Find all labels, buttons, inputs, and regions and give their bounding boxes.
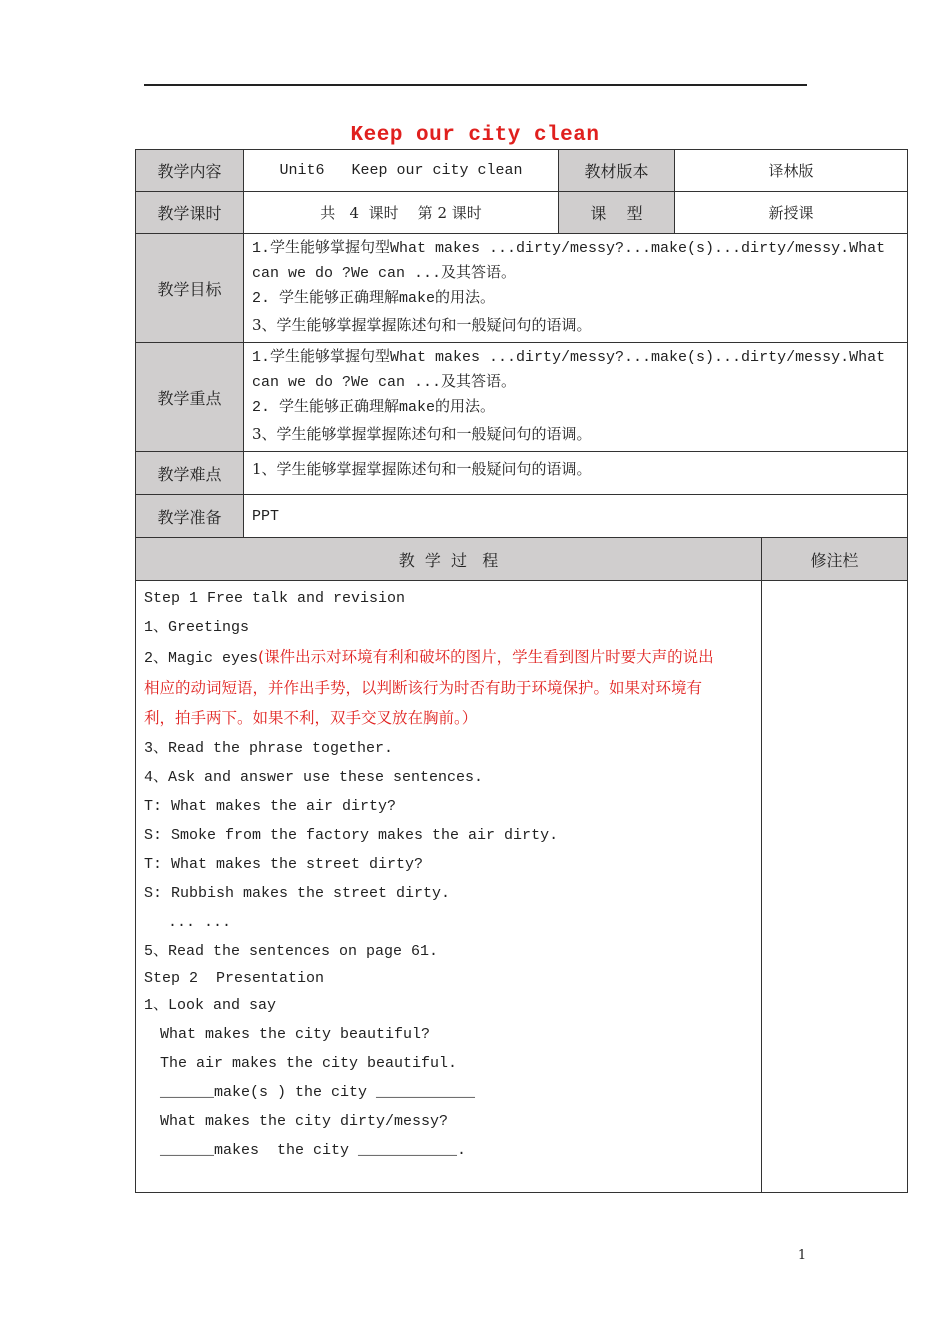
edition-label: 教材版本 [559,150,675,192]
process-line: 5、Read the sentences on page 61. [144,942,439,960]
objectives-label: 教学目标 [136,234,244,343]
teacher-note: 利，拍手两下。如果不利，双手交叉放在胸前。） [144,709,478,727]
process-line: Step 2 Presentation [144,969,325,987]
key-points-line: can we do ?We can ...及其答语。 [252,374,517,391]
table-row [136,581,908,1193]
header-rule [144,84,807,86]
process-line-text: 2、Magic eyes [144,650,259,667]
objectives-line: can we do ?We can ...及其答语。 [252,265,517,282]
table-row [136,452,908,495]
preparation-value: PPT [244,495,908,538]
teacher-note: 相应的动词短语，并作出手势，以判断该行为时否有助于环境保护。如果对环境有 [144,678,703,697]
process-line: ... ... [168,913,232,931]
difficulties-label: 教学难点 [136,452,244,495]
table-row [136,343,908,452]
process-line: 1、Greetings [144,619,250,636]
edition-value: 译林版 [675,150,908,192]
content-label: 教学内容 [136,150,244,192]
page-number: 1 [797,1248,807,1263]
content-value: Unit6 Keep our city clean [244,150,559,192]
process-line [144,642,753,673]
process-line: T: What makes the air dirty? [144,797,397,815]
table-row [136,495,908,538]
process-line: 4、Ask and answer use these sentences. [144,768,484,786]
key-points-line: 1.学生能够掌握句型What makes ...dirty/messy?...make(s)...dirty/messy.What [252,349,886,366]
notes-header: 修注栏 [762,538,908,581]
document-title: Keep our city clean [350,124,600,147]
process-line: ______make(s ) the city ___________ [160,1083,476,1101]
objectives-line: 3、学生能够掌握掌握陈述句和一般疑问句的语调。 [252,316,592,334]
lesson-type-label: 课 型 [559,192,675,234]
key-points-line: 2. 学生能够正确理解make的用法。 [252,399,496,416]
objectives-line: 2. 学生能够正确理解make的用法。 [252,290,496,307]
process-line: 3、Read the phrase together. [144,739,394,757]
process-line: What makes the city beautiful? [160,1025,431,1043]
process-line: T: What makes the street dirty? [144,855,424,873]
table-row [136,234,908,343]
key-points-cell [244,343,908,452]
process-line: S: Smoke from the factory makes the air dirty. [144,826,559,844]
lesson-type-value: 新授课 [675,192,908,234]
key-points-line: 3、学生能够掌握掌握陈述句和一般疑问句的语调。 [252,425,592,443]
notes-column [762,581,908,1193]
teaching-process-table [135,537,908,1193]
process-line: 1、Look and say [144,996,277,1014]
lesson-info-table [135,149,908,538]
periods-label: 教学课时 [136,192,244,234]
objectives-line: 1.学生能够掌握句型What makes ...dirty/messy?...make(s)...dirty/messy.What [252,240,886,257]
periods-value: 共 4 课时 第 2 课时 [244,192,559,234]
key-points-label: 教学重点 [136,343,244,452]
process-line: ______makes the city ___________. [160,1141,467,1159]
process-line: S: Rubbish makes the street dirty. [144,884,451,902]
table-row [136,192,908,234]
difficulties-value: 1、学生能够掌握掌握陈述句和一般疑问句的语调。 [244,452,908,495]
process-line: Step 1 Free talk and revision [144,590,406,607]
table-row [136,538,908,581]
teacher-note: (课件出示对环境有利和破坏的图片，学生看到图片时要大声的说出 [258,648,714,666]
process-header: 教 学 过 程 [136,538,762,581]
table-row [136,150,908,192]
process-line: What makes the city dirty/messy? [160,1112,449,1130]
process-body [136,581,762,1193]
preparation-label: 教学准备 [136,495,244,538]
process-line: The air makes the city beautiful. [160,1054,458,1072]
objectives-cell [244,234,908,343]
